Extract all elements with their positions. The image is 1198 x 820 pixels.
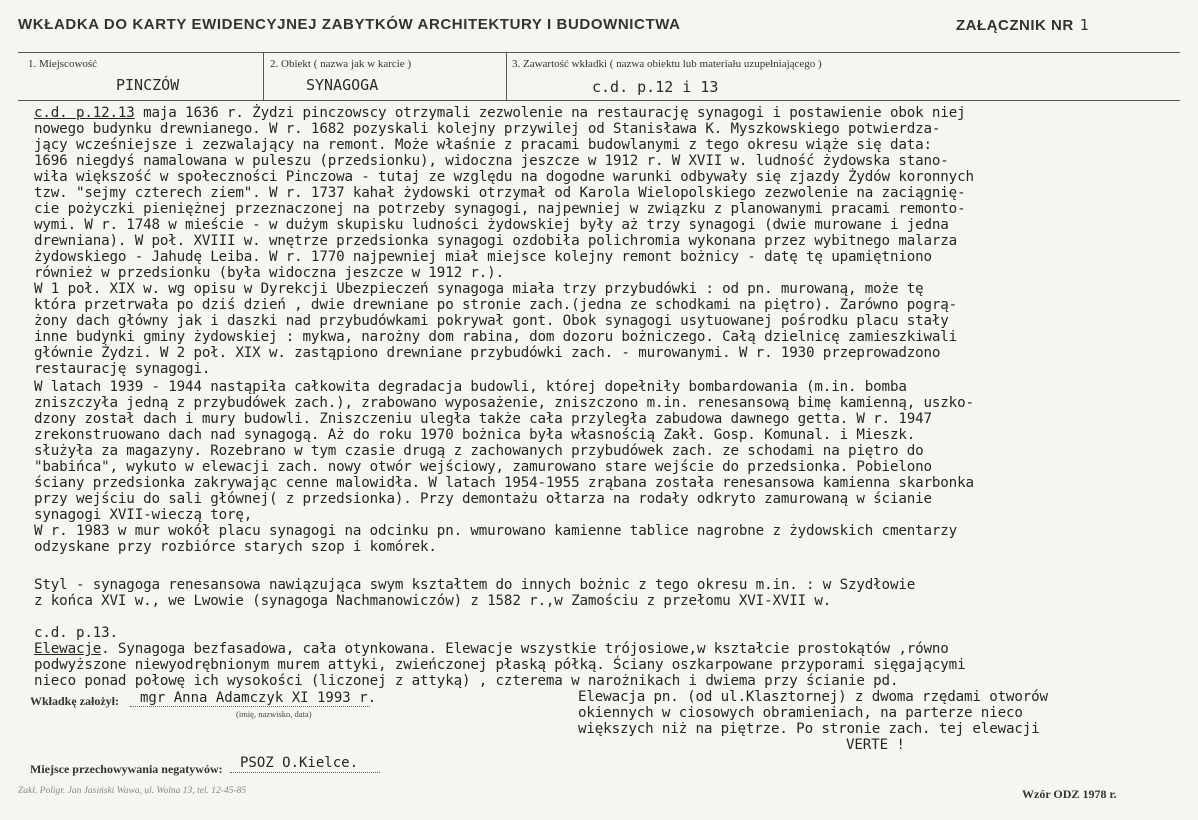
author-dotted-line [130, 706, 370, 707]
body-line: W r. 1983 w mur wokół placu synagogi na odcinku pn. wmurowano kamienne tablice nagrobne z żydowskich cmentarzy [34, 523, 958, 539]
body-line: odzyskane przy rozbiórce starych szop i komórek. [34, 539, 437, 555]
right-column-line: okiennych w ciosowych obramieniach, na parterze nieco [578, 705, 1023, 721]
p13-line: nieco ponad połowę ich wysokości (liczonej z attyką) , czterema w narożnikach i dwiema przy ścianie pd. [34, 673, 899, 689]
body-line: żony dach główny jak i daszki nad przybudówkami pokrywał gont. Obok synagogi usytuowanej pośrodku placu stały [34, 313, 949, 329]
body-line: żydowskiego - Jahudę Leiba. W r. 1770 najpewniej miał miejsce kolejny remont bożnicy - datę tę upamiętniono [34, 249, 932, 265]
body-line: drewniana). W poł. XVIII w. wnętrze przedsionka synagogi ozdobiła polichromia wykonana przez wybitnego malarza [34, 233, 958, 249]
page13-reference: c.d. p.13. [34, 625, 118, 641]
body-line: zniszczyła jedną z przybudówek zach.), zrabowano wyposażenie, zniszczono m.in. renesansową bimę kamienną, uszko- [34, 395, 974, 411]
style-line: z końca XVI w., we Lwowie (synagoga Nachmanowiczów) z 1582 r.,w Zamościu z przełomu XVI-XVII w. [34, 593, 832, 609]
locality-value: PINCZÓW [116, 76, 180, 94]
field-box-top-border [18, 52, 1180, 53]
right-column-line: większych niż na piętrze. Po stronie zach. tej elewacji [578, 721, 1040, 737]
object-label: 2. Obiekt ( nazwa jak w karcie ) [270, 58, 412, 70]
p13-line: podwyższone niewyodrębnionym murem attyki, zwieńczonej płaską półką. Ściany oszkarpowane przyporami sięgającymi [34, 657, 966, 673]
elevation-heading: Elewacje [34, 641, 102, 657]
body-line: ściany przedsionka zakrywając cenne malowidła. W latach 1954-1955 zrąbana została renesansowa kamienna skarbonka [34, 475, 974, 491]
author-hint: (imię, nazwisko, data) [236, 709, 312, 719]
body-line: głównie Żydzi. W 2 poł. XIX w. zastąpiono drewniane przybudówki zach. - murowanymi. W r. 1930 przeprowadzono [34, 345, 941, 361]
negatives-label: Miejsce przechowywania negatywów: [30, 762, 223, 776]
body-line: c.d. p.12.13 maja 1636 r. Żydzi pinczowscy otrzymali zezwolenie na restaurację synagogi i postawienie obok niej [34, 105, 966, 121]
page12-reference: c.d. p.12.13 [34, 105, 135, 121]
field-divider-1 [263, 52, 264, 100]
negatives-value: PSOZ O.Kielce. [240, 755, 359, 771]
annex-label [956, 16, 1089, 34]
verte-note: VERTE ! [846, 737, 905, 753]
body-line: jący wcześniejsze i zezwalający na remont. Może właśnie z pracami budowlanymi z tego okresu wiąże się data: [34, 137, 932, 153]
style-line: Styl - synagoga renesansowa nawiązująca swym kształtem do innych bożnic z tego okresu m.in. : w Szydłowie [34, 577, 916, 593]
contents-value: c.d. p.12 i 13 [592, 78, 719, 96]
body-line: wymi. W r. 1748 w mieście - w dużym skupisku ludności żydowskiej były aż trzy synagogi (dwie murowane i jedna [34, 217, 949, 233]
body-line: również w przedsionku (była widoczna jeszcze w 1912 r.). [34, 265, 504, 281]
annex-label-text: ZAŁĄCZNIK NR [956, 17, 1074, 34]
body-line: restaurację synagogi. [34, 361, 211, 377]
body-line: tzw. "sejmy czterech ziem". W r. 1737 kahał żydowski otrzymał od Karola Wielopolskiego zezwolenie na zaciągnię- [34, 185, 966, 201]
form-title: WKŁADKA DO KARTY EWIDENCYJNEJ ZABYTKÓW ARCHITEKTURY I BUDOWNICTWA [18, 16, 681, 33]
contents-label: 3. Zawartość wkładki ( nazwa obiektu lub materiału uzupełniającego ) [512, 58, 822, 70]
field-divider-2 [506, 52, 507, 100]
p13-line: Elewacje. Synagoga bezfasadowa, cała otynkowana. Elewacje wszystkie trójosiowe,w kształcie prostokątów ,równo [34, 641, 949, 657]
body-line: W 1 poł. XIX w. wg opisu w Dyrekcji Ubezpieczeń synagoga miała trzy przybudówki : od pn. murowaną, może tę [34, 281, 924, 297]
body-line: inne budynki gminy żydowskiej : mykwa, narożny dom rabina, dom dozoru bożniczego. Całą dzielnicę zamieszkiwali [34, 329, 958, 345]
printer-imprint: Zakł. Poligr. Jan Jasiński Wawa, ul. Wolna 13, tel. 12-45-85 [18, 786, 247, 796]
field-box-bottom-border [18, 100, 1180, 101]
body-line: wiła większość w społeczności Pinczowa - tutaj ze względu na dogodne warunki odbywały się zjazdy Żydów koronnych [34, 169, 974, 185]
negatives-dotted-line [230, 772, 380, 773]
body-line: cie pożyczki pieniężnej przeznaczonej na potrzeby synagogi, najpewniej w związku z planowanymi pracami remonto- [34, 201, 966, 217]
body-line: która przetrwała po dziś dzień , dwie drewniane po stronie zach.(jedna ze schodkami na piętro). Zarówno pogrą- [34, 297, 958, 313]
body-line: synagogi XVII-wieczą torę, [34, 507, 253, 523]
body-line: 1696 niegdyś namalowana w puleszu (przedsionku), widoczna jeszcze w 1912 r. W XVII w. ludność żydowska stano- [34, 153, 949, 169]
body-line: "babińca", wykuto w elewacji zach. nowy otwór wejściowy, zamurowano stare wejście do przedsionka. Pobielono [34, 459, 932, 475]
form-code: Wzór ODZ 1978 r. [1022, 787, 1117, 801]
author-label: Wkładkę założył: [30, 694, 119, 708]
object-value: SYNAGOGA [306, 76, 379, 94]
right-column-line: Elewacja pn. (od ul.Klasztornej) z dwoma rzędami otworów [578, 689, 1048, 705]
body-line: dzony został dach i mury budowli. Zniszczeniu uległa także cała przyległa zabudowa dawnego getta. W r. 1947 [34, 411, 932, 427]
locality-label: 1. Miejscowość [28, 58, 98, 70]
annex-number: 1 [1079, 16, 1090, 34]
body-line: nowego budynku drewnianego. W r. 1682 pozyskali kolejny przywilej od Stanisława K. Myszkowskiego potwierdza- [34, 121, 941, 137]
body-line: zrekonstruowano dach nad synagogą. Aż do roku 1970 bożnica była własnością Zakł. Gosp. Komunal. i Mieszk. [34, 427, 916, 443]
body-line: przy wejściu do sali głównej( z przedsionka). Przy demontażu ołtarza na rodały odkryto zamurowaną w ścianie [34, 491, 932, 507]
author-value: mgr Anna Adamczyk XI 1993 r. [140, 690, 377, 706]
body-line: W latach 1939 - 1944 nastąpiła całkowita degradacja budowli, której dopełniły bombardowania (m.in. bomba [34, 379, 907, 395]
body-line: służyła za magazyny. Rozebrano w tym czasie drugą z zachowanych przybudówek zach. ze schodami na piętro do [34, 443, 924, 459]
